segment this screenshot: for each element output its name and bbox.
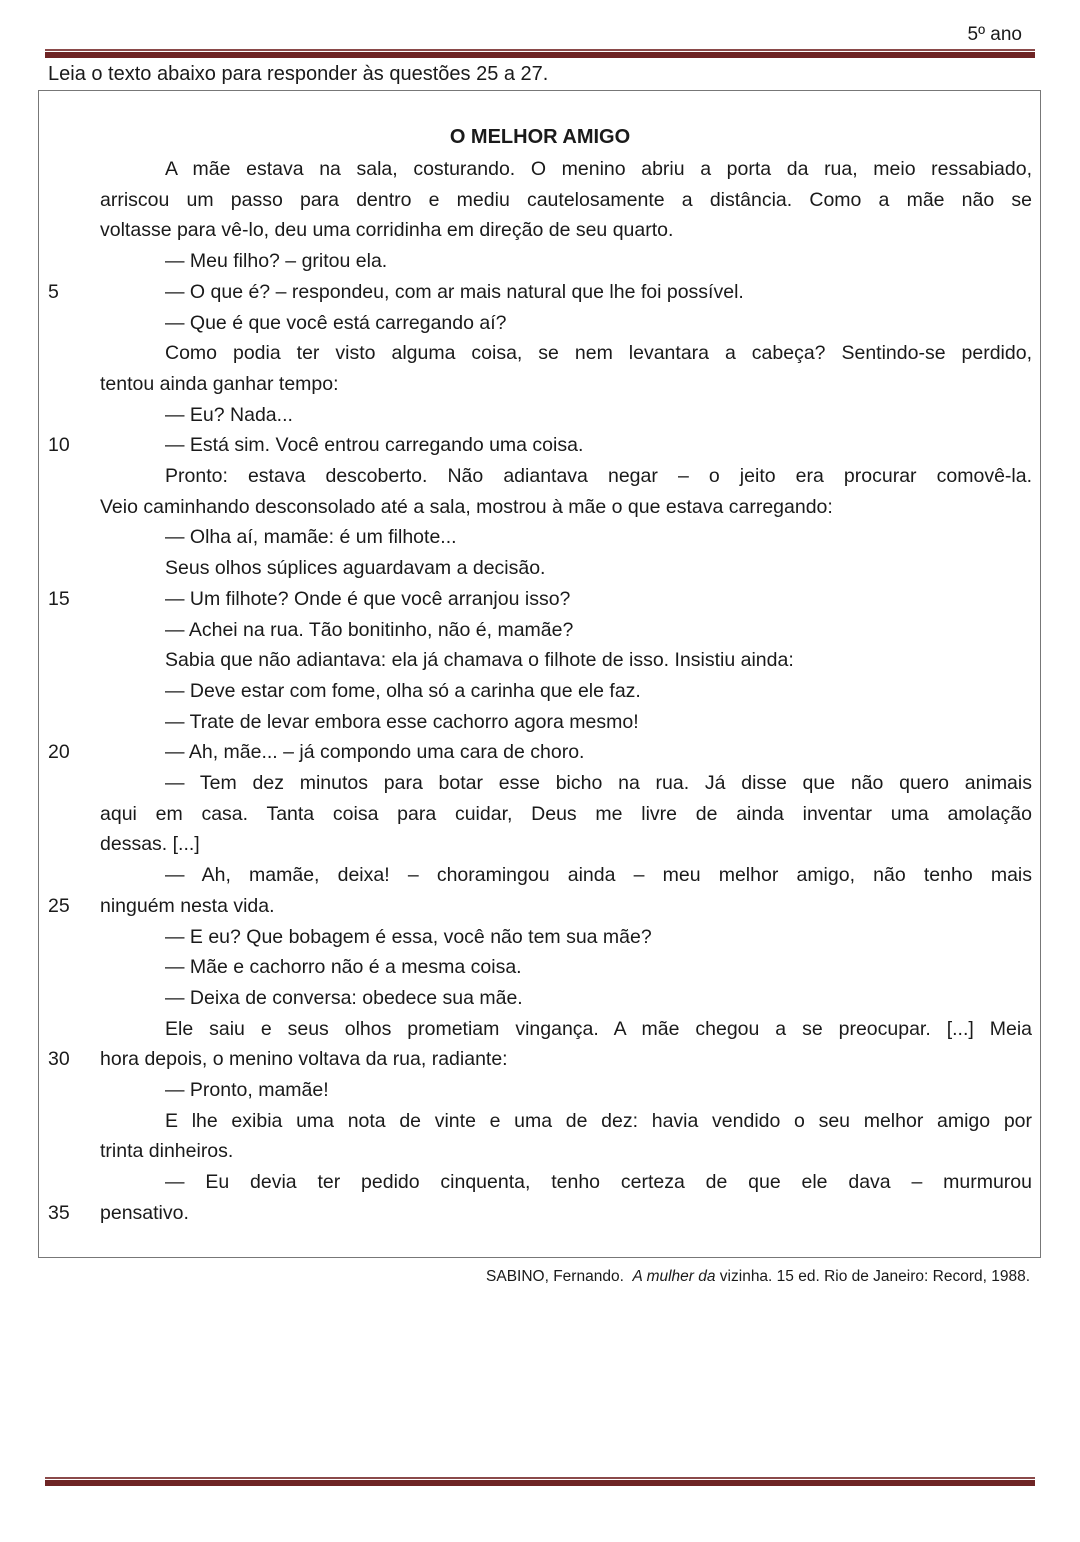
citation-details: vizinha. 15 ed. Rio de Janeiro: Record, 1988.	[715, 1268, 1030, 1285]
text-line	[100, 553, 1032, 583]
text-line-content: A mãe estava na sala, costurando. O menino abriu a porta da rua, meio ressabiado,	[165, 158, 1032, 180]
text-line	[100, 1167, 1032, 1197]
text-line-content: — Tem dez minutos para botar esse bicho na rua. Já disse que não quero animais	[165, 772, 1032, 794]
text-line	[100, 277, 1032, 307]
text-line-content: — Um filhote? Onde é que você arranjou isso?	[165, 587, 571, 610]
text-line	[100, 1136, 1032, 1166]
text-line	[100, 891, 1032, 921]
text-line	[100, 492, 1032, 522]
text-line-content: — Ah, mamãe, deixa! – choramingou ainda – meu melhor amigo, não tenho mais	[165, 864, 1032, 887]
citation-author: SABINO, Fernando.	[486, 1268, 633, 1285]
text-line	[100, 246, 1032, 276]
text-line-content: Pronto: estava descoberto. Não adiantava negar – o jeito era procurar comovê-la.	[165, 465, 1032, 487]
text-line-content: — Deve estar com fome, olha só a carinha que ele faz.	[165, 679, 641, 702]
text-line-content: — Deixa de conversa: obedece sua mãe.	[165, 986, 523, 1009]
text-line-content: — Pronto, mamãe!	[165, 1079, 329, 1101]
text-line-content: Veio caminhando desconsolado até a sala, mostrou à mãe o que estava carregando:	[100, 495, 833, 518]
text-line-content: — Mãe e cachorro não é a mesma coisa.	[165, 956, 522, 979]
line-number: 15	[48, 587, 70, 610]
text-line	[100, 1106, 1032, 1136]
text-line-content: tentou ainda ganhar tempo:	[100, 372, 339, 395]
text-line-content: aqui em casa. Tanta coisa para cuidar, Deus me livre de ainda inventar uma amolação	[100, 802, 1032, 825]
text-line	[100, 215, 1032, 245]
text-line	[100, 983, 1032, 1013]
header-rule	[45, 49, 1035, 58]
text-line-content: — Trate de levar embora esse cachorro agora mesmo!	[165, 710, 639, 733]
footer-rule	[45, 1477, 1035, 1486]
text-line-content: Seus olhos súplices aguardavam a decisão.	[165, 557, 546, 580]
text-line	[100, 1014, 1032, 1044]
text-line-content: arriscou um passo para dentro e mediu cautelosamente a distância. Como a mãe não se	[100, 188, 1032, 211]
text-line	[100, 615, 1032, 645]
text-line	[100, 645, 1032, 675]
text-line	[100, 829, 1032, 859]
text-line-content: — Meu filho? – gritou ela.	[165, 250, 388, 273]
text-line	[100, 522, 1032, 552]
text-line	[100, 185, 1032, 215]
text-line-content: — Olha aí, mamãe: é um filhote...	[165, 526, 457, 549]
line-number: 10	[48, 434, 70, 457]
text-line	[100, 430, 1032, 460]
text-line-content: — Que é que você está carregando aí?	[165, 311, 507, 334]
text-line	[100, 308, 1032, 338]
text-line-content: Sabia que não adiantava: ela já chamava o filhote de isso. Insistiu ainda:	[165, 649, 794, 672]
text-line-content: pensativo.	[100, 1201, 189, 1224]
text-line-content: — O que é? – respondeu, com ar mais natural que lhe foi possível.	[165, 280, 744, 303]
text-line-content: Como podia ter visto alguma coisa, se nem levantara a cabeça? Sentindo-se perdido,	[165, 342, 1032, 365]
citation-title: A mulher da	[632, 1268, 716, 1285]
text-line	[100, 338, 1032, 368]
text-line	[100, 1044, 1032, 1074]
text-line	[100, 922, 1032, 952]
line-number: 30	[48, 1048, 70, 1071]
grade-label: 5º ano	[967, 24, 1022, 45]
line-number: 20	[48, 741, 70, 764]
text-line	[100, 1198, 1032, 1228]
text-line	[100, 369, 1032, 399]
text-line-content: ninguém nesta vida.	[100, 894, 275, 917]
text-line	[100, 154, 1032, 184]
citation	[486, 1268, 1030, 1286]
text-line-content: — Ah, mãe... – já compondo uma cara de choro.	[165, 741, 585, 764]
text-line	[100, 400, 1032, 430]
text-line	[100, 461, 1032, 491]
text-line	[100, 952, 1032, 982]
text-line-content: Ele saiu e seus olhos prometiam vingança. A mãe chegou a se preocupar. [...] Meia	[165, 1017, 1032, 1040]
text-line	[100, 584, 1032, 614]
line-number: 35	[48, 1201, 70, 1224]
text-line-content: — Eu? Nada...	[165, 403, 293, 426]
text-line-content: voltasse para vê-lo, deu uma corridinha em direção de seu quarto.	[100, 219, 674, 242]
line-number: 25	[48, 894, 70, 917]
text-title: O MELHOR AMIGO	[449, 126, 631, 148]
text-line	[100, 768, 1032, 798]
text-line	[100, 707, 1032, 737]
line-number: 5	[48, 280, 59, 303]
text-line-content: trinta dinheiros.	[100, 1140, 234, 1163]
text-line	[100, 1075, 1032, 1105]
text-line-content: — Está sim. Você entrou carregando uma coisa.	[165, 434, 584, 457]
text-line-content: dessas. [...]	[100, 833, 200, 856]
text-line	[100, 737, 1032, 767]
text-line-content: — Eu devia ter pedido cinquenta, tenho certeza de que ele dava – murmurou	[165, 1171, 1032, 1194]
text-line-content: — Achei na rua. Tão bonitinho, não é, mamãe?	[165, 618, 574, 641]
text-line-content: — E eu? Que bobagem é essa, você não tem sua mãe?	[165, 925, 652, 948]
text-line-content: hora depois, o menino voltava da rua, radiante:	[100, 1048, 508, 1071]
text-line	[100, 860, 1032, 890]
text-line-content: E lhe exibia uma nota de vinte e uma de dez: havia vendido o seu melhor amigo por	[165, 1109, 1032, 1132]
text-line	[100, 799, 1032, 829]
text-line	[100, 676, 1032, 706]
instruction-text: Leia o texto abaixo para responder às questões 25 a 27.	[48, 63, 549, 85]
